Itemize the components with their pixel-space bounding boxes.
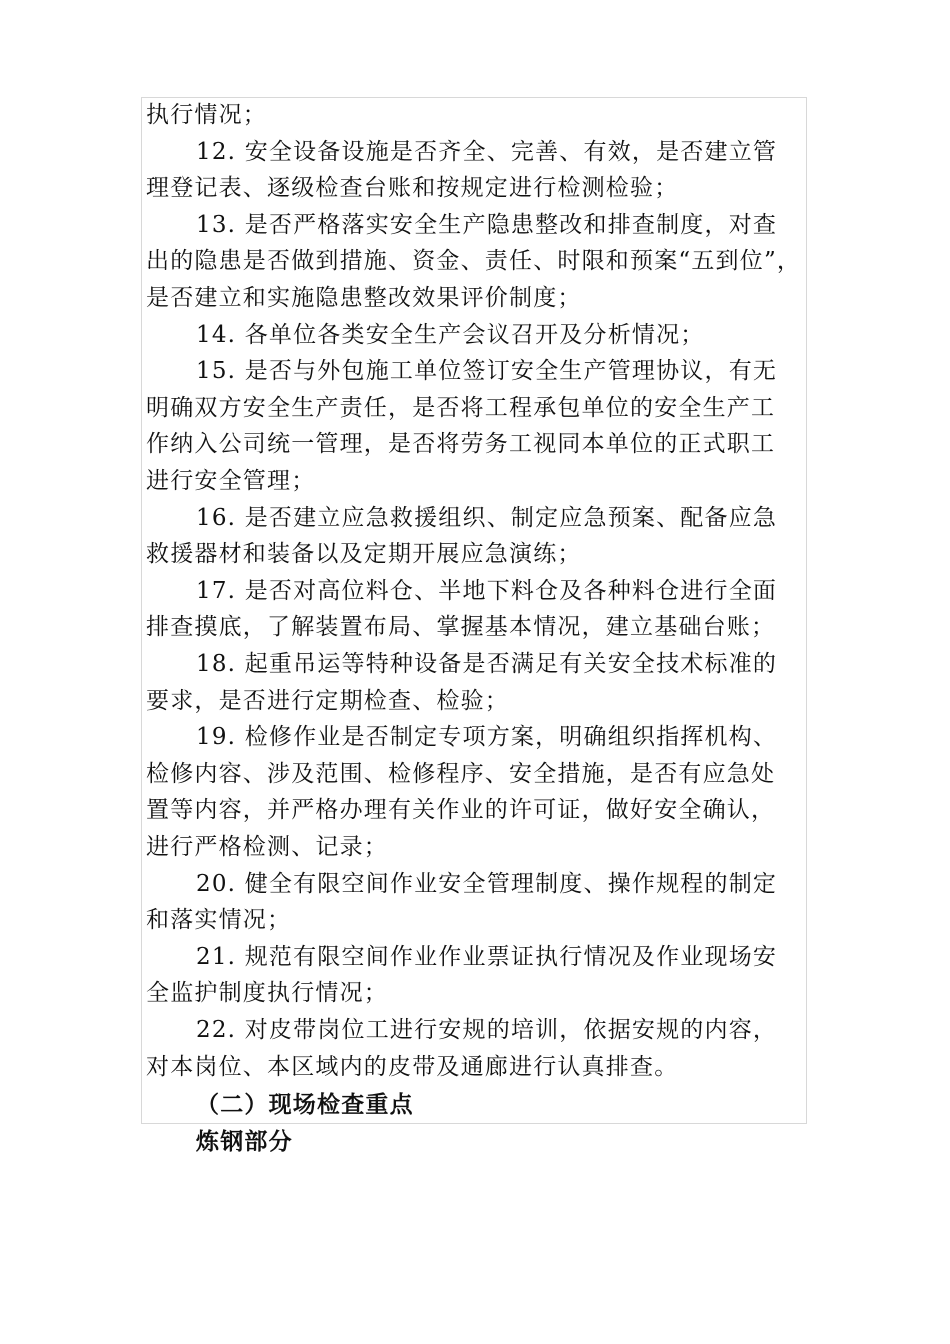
text-line: 明确双方安全生产责任，是否将工程承包单位的安全生产工 — [146, 395, 776, 421]
text-line: 检修内容、涉及范围、检修程序、安全措施，是否有应急处 — [146, 761, 776, 787]
text-line: 置等内容，并严格办理有关作业的许可证，做好安全确认， — [146, 797, 776, 823]
text-line: 排查摸底，了解装置布局、掌握基本情况，建立基础台账； — [146, 614, 776, 640]
section-heading: （二）现场检查重点 — [196, 1092, 414, 1118]
text-line: 和落实情况； — [146, 907, 292, 933]
text-line: 救援器材和装备以及定期开展应急演练； — [146, 541, 582, 567]
item-15-line: 15. 是否与外包施工单位签订安全生产管理协议，有无 — [196, 358, 778, 384]
item-20-line: 20. 健全有限空间作业安全管理制度、操作规程的制定 — [196, 871, 778, 897]
item-16-line: 16. 是否建立应急救援组织、制定应急预案、配备应急 — [196, 505, 778, 531]
text-line: 是否建立和实施隐患整改效果评价制度； — [146, 285, 582, 311]
text-line: 理登记表、逐级检查台账和按规定进行检测检验； — [146, 175, 679, 201]
item-21-line: 21. 规范有限空间作业作业票证执行情况及作业现场安 — [196, 944, 778, 970]
text-line: 对本岗位、本区域内的皮带及通廊进行认真排查。 — [146, 1054, 679, 1080]
item-22-line: 22. 对皮带岗位工进行安规的培训，依据安规的内容， — [196, 1017, 778, 1043]
text-line: 出的隐患是否做到措施、资金、责任、时限和预案“五到位”， — [146, 248, 802, 274]
subsection-heading: 炼钢部分 — [196, 1129, 293, 1155]
item-18-line: 18. 起重吊运等特种设备是否满足有关安全技术标准的 — [196, 651, 778, 677]
item-14-line: 14. 各单位各类安全生产会议召开及分析情况； — [196, 322, 705, 348]
text-line: 作纳入公司统一管理，是否将劳务工视同本单位的正式职工 — [146, 431, 776, 457]
text-line: 执行情况； — [146, 102, 267, 128]
item-19-line: 19. 检修作业是否制定专项方案，明确组织指挥机构、 — [196, 724, 778, 750]
text-line: 全监护制度执行情况； — [146, 980, 388, 1006]
item-12-line: 12. 安全设备设施是否齐全、完善、有效，是否建立管 — [196, 139, 778, 165]
text-line: 进行严格检测、记录； — [146, 834, 388, 860]
text-line: 进行安全管理； — [146, 468, 316, 494]
text-line: 要求，是否进行定期检查、检验； — [146, 688, 509, 714]
item-13-line: 13. 是否严格落实安全生产隐患整改和排查制度，对查 — [196, 212, 778, 238]
item-17-line: 17. 是否对高位料仓、半地下料仓及各种料仓进行全面 — [196, 578, 778, 604]
